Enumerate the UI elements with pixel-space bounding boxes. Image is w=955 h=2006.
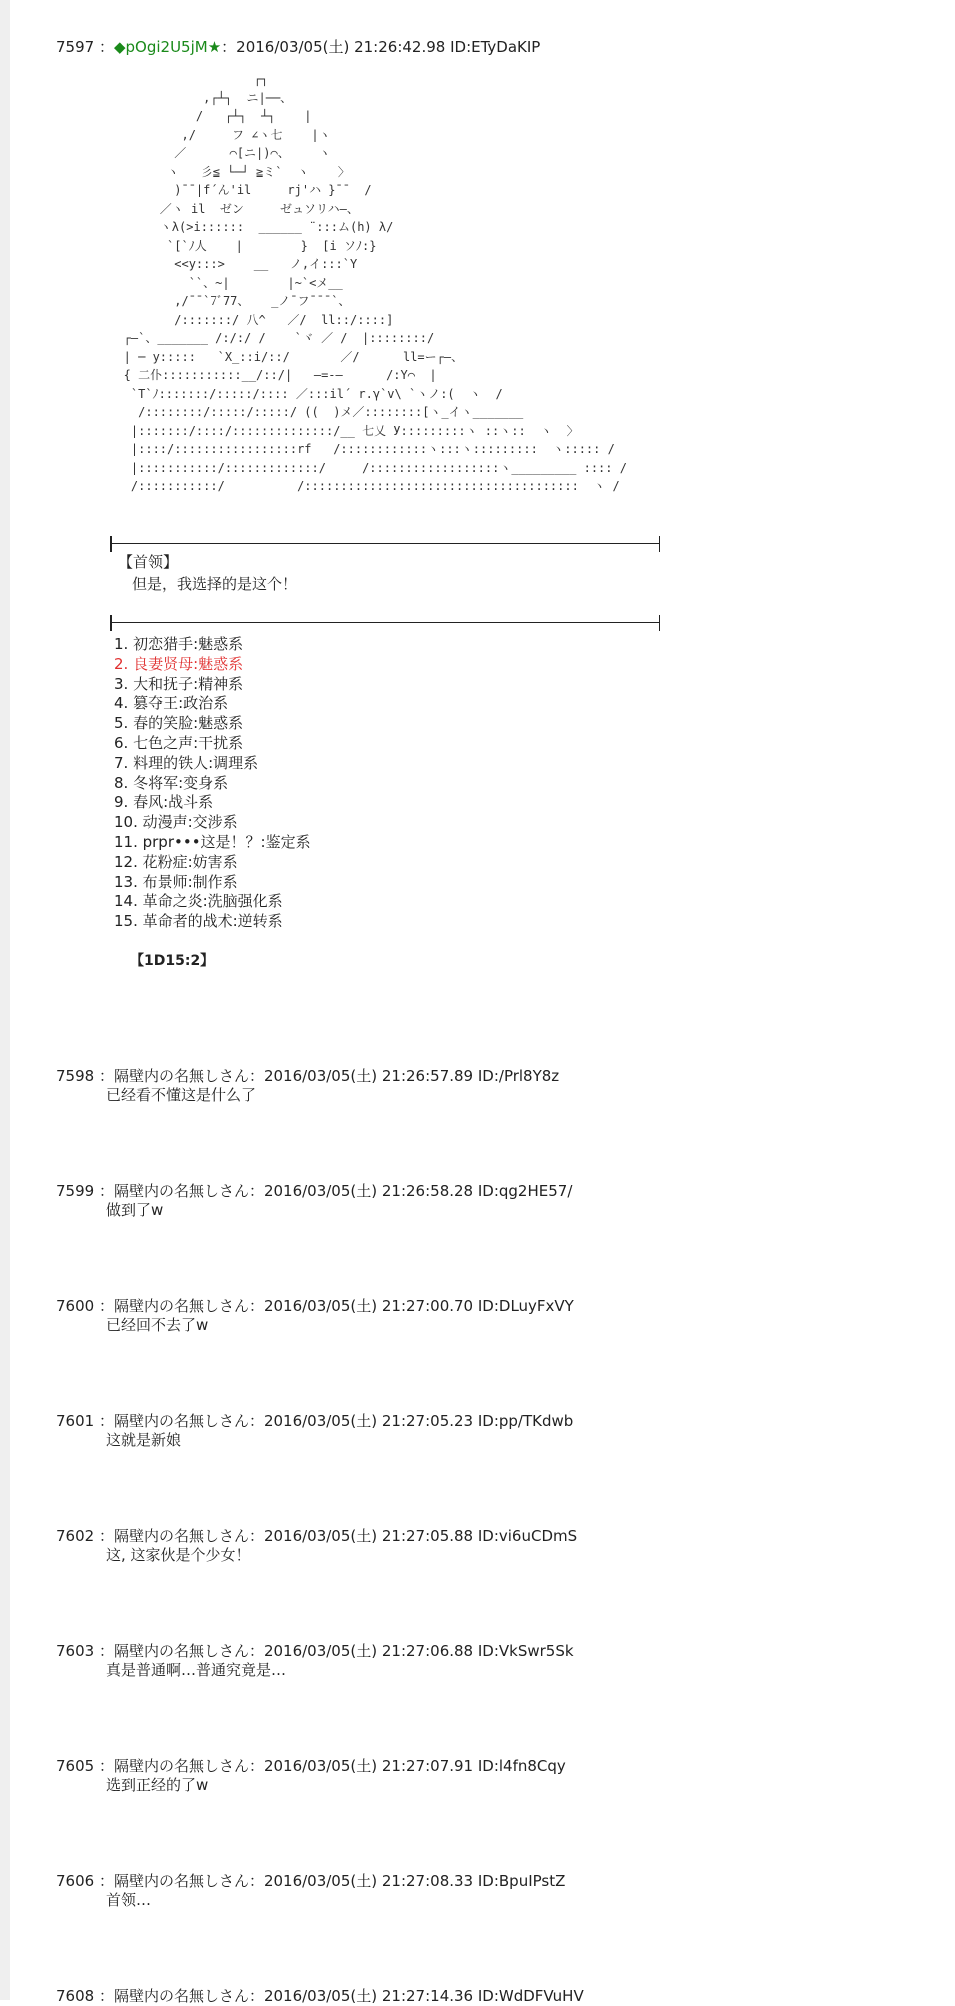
reply-post	[56, 1182, 572, 1220]
main-post	[56, 38, 540, 57]
choice-item: 4. 篡夺王:政治系	[114, 694, 229, 713]
choice-item: 5. 春的笑脸:魅惑系	[114, 714, 244, 733]
reply-header: 7601 ：隔壁内の名無しさん：2016/03/05(土) 21:27:05.23 ID:pp/TKdwb	[56, 1412, 574, 1430]
reply-body: 真是普通啊…普通究竟是…	[106, 1661, 287, 1679]
reply-header: 7608 ：隔壁内の名無しさん：2016/03/05(土) 21:27:14.36 ID:WdDFVuHV	[56, 1987, 584, 2005]
dice-result: 【1D15:2】	[130, 953, 215, 969]
choice-item-selected: 2. 良妻贤母:魅惑系	[114, 654, 244, 673]
post-header	[56, 38, 540, 57]
choice-item: 14. 革命之炎:洗脑强化系	[114, 892, 283, 911]
choice-item: 6. 七色之声:干扰系	[114, 733, 244, 752]
reply-header: 7599 ：隔壁内の名無しさん：2016/03/05(土) 21:26:58.28 ID:qg2HE57/	[56, 1182, 573, 1200]
reply-header: 7602 ：隔壁内の名無しさん：2016/03/05(土) 21:27:05.88 ID:vi6uCDmS	[56, 1527, 578, 1545]
reply-header: 7606 ：隔壁内の名無しさん：2016/03/05(土) 21:27:08.33 ID:BpuIPstZ	[56, 1872, 566, 1890]
reply-body: 已经回不去了w	[106, 1316, 209, 1334]
post-meta: ：2016/03/05(土) 21:26:42.98 ID:ETyDaKIP	[221, 38, 541, 56]
speaker-label: 【首领】	[118, 553, 179, 571]
speech-text: 但是，我选择的是这个！	[132, 575, 298, 593]
choice-item: 3. 大和抚子:精神系	[114, 674, 244, 693]
reply-post	[56, 1872, 565, 1910]
choice-item: 11. prpr•••这是！？:鉴定系	[114, 832, 311, 851]
choice-list	[114, 635, 311, 932]
reply-body: 首领…	[106, 1891, 152, 1909]
reply-header: 7605 ：隔壁内の名無しさん：2016/03/05(土) 21:27:07.91 ID:l4fn8Cqy	[56, 1757, 566, 1775]
reply-header: 7598 ：隔壁内の名無しさん：2016/03/05(土) 21:26:57.89 ID:/Prl8Y8z	[56, 1067, 560, 1085]
reply-post	[56, 1527, 577, 1565]
choice-item: 10. 动漫声:交涉系	[114, 813, 238, 832]
reply-header: 7603 ：隔壁内の名無しさん：2016/03/05(土) 21:27:06.88 ID:VkSwr5Sk	[56, 1642, 574, 1660]
post-separator: ：	[98, 38, 114, 56]
reply-body: 已经看不懂这是什么了	[106, 1086, 257, 1104]
reply-post	[56, 1067, 559, 1105]
reply-body: 做到了w	[106, 1201, 164, 1219]
reply-body: 选到正经的了w	[106, 1776, 209, 1794]
reply-body: 这, 这家伙是个少女！	[106, 1546, 251, 1564]
post-number: 7597	[56, 38, 95, 56]
ascii-art: ┌┐ ,┌┴┐ ニ|──、 / ┌┴┐ ┴┐ | ,/ フ ∠ヽ七 |ヽ ／ ⌒[ニ|)⌒、 ヽ ヽ 彡≦ └─┘ ≧ミ` ヽ 〉 )¯¯|f´ん'il rj'ハ }¯¯ / ／ヽ il ゼン ゼュソリハ―、 ヽλ(>i:::::: ______ ¨:::ム(h) λ/ `[`ﾉ人 | } [i ソﾉ:} <<y:::> __ ノ,イ:::`Y ``、~| |~`<メ__ ,/¯¯`7ﾞ77、 _ノ¯フ¯¯¯`、 /:::::::/ 八^ ／/ ll::/::::] ┌―`、_______ /:/:/ / `ヾ ／ / |::::::::/ | ─ y::::: `X_::i/::/ ／/ ll=ー┌―、 { 二仆:::::::::::__/::/| ―=-― /:Y⌒ | `T`ﾉ:::::::/:::::/:::: ／:::il´ r.γ`v\ `ヽノ:( ヽ / /::::::::/:::::/:::::/ (( )メ／::::::::[ヽ_イヽ_______ |:::::::/::::/::::::::::::::/__ 七乂 У:::::::::ヽ ::ヽ:: ヽ 〉 |::::/:::::::::::::::::rf /::::::::::::ヽ:::ヽ::::::::: ヽ::::: / |:::::::::::/:::::::::::::/ /::::::::::::::::::ヽ_________ :::: / /:::::::::::/ /:::::::::::::::::::::::::::::::::::::: ヽ /	[123, 72, 627, 493]
choice-item: 13. 布景师:制作系	[114, 872, 238, 891]
reply-post	[56, 1757, 566, 1795]
divider-top	[110, 543, 660, 544]
reply-post	[56, 1642, 574, 1680]
choice-item: 7. 料理的铁人:调理系	[114, 753, 259, 772]
choice-item: 12. 花粉症:妨害系	[114, 852, 238, 871]
reply-post	[56, 1987, 584, 2006]
reply-post	[56, 1297, 574, 1335]
choice-item: 8. 冬将军:变身系	[114, 773, 229, 792]
poster-trip: ◆pOgi2U5jM★	[113, 38, 222, 56]
reply-header: 7600 ：隔壁内の名無しさん：2016/03/05(土) 21:27:00.70 ID:DLuyFxVY	[56, 1297, 574, 1315]
reply-post	[56, 1412, 573, 1450]
reply-body: 这就是新娘	[106, 1431, 182, 1449]
choice-item: 9. 春风:战斗系	[114, 793, 214, 812]
divider-bottom	[110, 622, 660, 623]
choice-item: 1. 初恋猎手:魅惑系	[114, 635, 244, 653]
choice-item: 15. 革命者的战术:逆转系	[114, 912, 283, 931]
